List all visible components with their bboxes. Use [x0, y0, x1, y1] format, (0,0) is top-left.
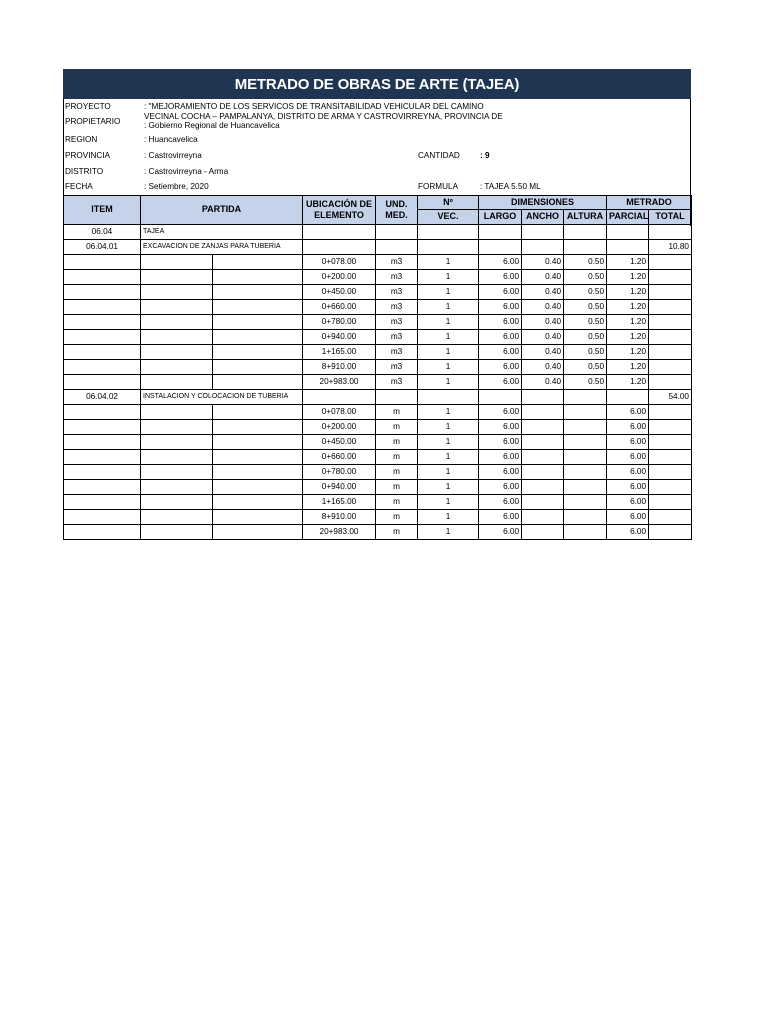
cell-vec: 1 [418, 344, 479, 359]
cell-altura: 0.50 [564, 344, 607, 359]
cell-partida [141, 359, 213, 374]
cell-largo: 6.00 [479, 509, 522, 524]
cell-largo [479, 239, 522, 254]
cell-partida: TAJEA [141, 224, 213, 239]
cell-ubicacion: 8+910.00 [303, 509, 376, 524]
cell-altura [564, 479, 607, 494]
cell-und: m [376, 479, 418, 494]
cell-parcial [607, 239, 649, 254]
cell-total [649, 464, 692, 479]
cell-item [64, 434, 141, 449]
cell-partida [141, 509, 213, 524]
cell-partida-spacer [213, 494, 303, 509]
col-header-dimensiones: DIMENSIONES [479, 196, 607, 210]
cell-partida [141, 449, 213, 464]
cell-ancho [522, 464, 564, 479]
cell-partida [141, 329, 213, 344]
cell-vec: 1 [418, 449, 479, 464]
cell-partida-spacer [213, 509, 303, 524]
cell-item [64, 374, 141, 389]
cell-ubicacion: 0+660.00 [303, 299, 376, 314]
cell-vec: 1 [418, 419, 479, 434]
cell-largo: 6.00 [479, 449, 522, 464]
table-row [64, 344, 692, 359]
cell-und [376, 224, 418, 239]
cell-total [649, 314, 692, 329]
cell-item [64, 449, 141, 464]
cell-largo: 6.00 [479, 314, 522, 329]
cell-total [649, 284, 692, 299]
table-row [64, 524, 692, 539]
cell-parcial: 6.00 [607, 404, 649, 419]
cell-partida [141, 269, 213, 284]
cell-partida-spacer [213, 434, 303, 449]
cell-item: 06.04.02 [64, 389, 141, 404]
cell-largo: 6.00 [479, 464, 522, 479]
ubicacion-line1: UBICACIÓN DE [305, 198, 372, 209]
cell-largo: 6.00 [479, 269, 522, 284]
cell-total [649, 434, 692, 449]
col-header-metrado: METRADO [607, 196, 692, 210]
cell-ubicacion: 0+940.00 [303, 479, 376, 494]
table-row [64, 329, 692, 344]
cell-altura: 0.50 [564, 284, 607, 299]
cell-total [649, 494, 692, 509]
cell-largo: 6.00 [479, 434, 522, 449]
cell-vec: 1 [418, 524, 479, 539]
cell-altura: 0.50 [564, 314, 607, 329]
cell-ubicacion: 20+983.00 [303, 374, 376, 389]
cell-ancho: 0.40 [522, 329, 564, 344]
fecha-label: FECHA [65, 182, 93, 191]
cell-item: 06.04 [64, 224, 141, 239]
distrito-value: : Castrovirreyna - Arma [144, 167, 229, 176]
cell-ubicacion: 0+780.00 [303, 464, 376, 479]
cell-total [649, 299, 692, 314]
und-line1: UND. [385, 198, 408, 209]
cell-und: m [376, 419, 418, 434]
cell-vec: 1 [418, 299, 479, 314]
cell-parcial: 6.00 [607, 449, 649, 464]
propietario-value: : Gobierno Regional de Huancavelica [144, 121, 280, 130]
cell-total [649, 344, 692, 359]
cell-ubicacion: 0+450.00 [303, 434, 376, 449]
cell-ancho [522, 224, 564, 239]
cell-partida [141, 404, 213, 419]
formula-label: FORMULA [418, 182, 459, 191]
cell-und [376, 389, 418, 404]
table-row [64, 374, 692, 389]
cell-vec [418, 389, 479, 404]
cell-ancho [522, 434, 564, 449]
cell-partida: EXCAVACION DE ZANJAS PARA TUBERIA [141, 239, 213, 254]
cell-altura [564, 449, 607, 464]
cell-vec: 1 [418, 284, 479, 299]
cell-partida [141, 254, 213, 269]
cell-partida-spacer [213, 479, 303, 494]
cell-total [649, 479, 692, 494]
cell-ancho: 0.40 [522, 359, 564, 374]
col-header-ancho: ANCHO [522, 210, 564, 224]
cell-parcial: 6.00 [607, 479, 649, 494]
cell-vec: 1 [418, 464, 479, 479]
cell-vec [418, 224, 479, 239]
cell-altura: 0.50 [564, 374, 607, 389]
cell-ubicacion [303, 239, 376, 254]
cell-und: m [376, 494, 418, 509]
cell-altura: 0.50 [564, 299, 607, 314]
provincia-label: PROVINCIA [65, 151, 111, 160]
cell-parcial: 1.20 [607, 269, 649, 284]
cell-item [64, 509, 141, 524]
cell-vec: 1 [418, 479, 479, 494]
cell-parcial: 1.20 [607, 314, 649, 329]
cell-parcial: 6.00 [607, 494, 649, 509]
cell-partida-spacer [213, 269, 303, 284]
und-line2: MED. [385, 209, 408, 220]
cell-item [64, 479, 141, 494]
table-row [64, 464, 692, 479]
cell-und: m3 [376, 269, 418, 284]
cell-ancho [522, 479, 564, 494]
cell-vec: 1 [418, 404, 479, 419]
cell-altura [564, 434, 607, 449]
cell-item: 06.04.01 [64, 239, 141, 254]
col-header-vec: VEC. [418, 210, 479, 224]
cell-ancho [522, 494, 564, 509]
cell-altura [564, 389, 607, 404]
cell-altura [564, 404, 607, 419]
table-row [64, 449, 692, 464]
fecha-value: : Setiembre, 2020 [144, 182, 209, 191]
sheet-title: METRADO DE OBRAS DE ARTE (TAJEA) [63, 69, 691, 99]
cell-partida [141, 434, 213, 449]
cell-total [649, 374, 692, 389]
cell-ancho [522, 509, 564, 524]
col-header-altura: ALTURA [564, 210, 607, 224]
cell-vec: 1 [418, 314, 479, 329]
cell-ubicacion: 0+660.00 [303, 449, 376, 464]
cell-partida-spacer [213, 449, 303, 464]
table-row [64, 254, 692, 269]
cell-largo [479, 389, 522, 404]
cell-vec: 1 [418, 494, 479, 509]
cell-parcial: 1.20 [607, 344, 649, 359]
table-row [64, 284, 692, 299]
cell-ubicacion: 0+200.00 [303, 269, 376, 284]
cell-partida-spacer [213, 524, 303, 539]
cell-vec: 1 [418, 434, 479, 449]
cell-vec: 1 [418, 359, 479, 374]
cell-ancho: 0.40 [522, 314, 564, 329]
cell-partida-spacer [213, 284, 303, 299]
cell-partida-spacer [213, 359, 303, 374]
cell-total: 10.80 [649, 239, 692, 254]
cell-und: m3 [376, 344, 418, 359]
cell-und: m [376, 524, 418, 539]
cell-parcial: 6.00 [607, 464, 649, 479]
table-row [64, 494, 692, 509]
cell-ubicacion: 0+078.00 [303, 404, 376, 419]
cell-partida [141, 464, 213, 479]
cell-altura: 0.50 [564, 359, 607, 374]
formula-value: : TAJEA 5.50 ML [480, 182, 541, 191]
table-row [64, 389, 692, 404]
cell-altura [564, 464, 607, 479]
cell-partida-spacer [213, 329, 303, 344]
cell-vec [418, 239, 479, 254]
cell-und: m3 [376, 314, 418, 329]
table-body [64, 224, 692, 539]
cell-parcial: 1.20 [607, 374, 649, 389]
col-header-item: ITEM [64, 196, 141, 225]
cell-ancho [522, 404, 564, 419]
proyecto-label: PROYECTO [65, 102, 111, 111]
cell-total [649, 329, 692, 344]
cell-und: m3 [376, 254, 418, 269]
cell-parcial: 6.00 [607, 434, 649, 449]
cell-item [64, 404, 141, 419]
cell-partida [141, 494, 213, 509]
cell-altura: 0.50 [564, 254, 607, 269]
cell-largo: 6.00 [479, 299, 522, 314]
cell-total [649, 359, 692, 374]
cell-und: m3 [376, 284, 418, 299]
cell-vec: 1 [418, 509, 479, 524]
cell-total [649, 224, 692, 239]
cell-total [649, 254, 692, 269]
cell-total [649, 269, 692, 284]
cell-und: m3 [376, 359, 418, 374]
cell-ubicacion: 20+983.00 [303, 524, 376, 539]
cell-ancho [522, 419, 564, 434]
cell-partida-spacer [213, 314, 303, 329]
cell-total [649, 449, 692, 464]
cell-largo: 6.00 [479, 494, 522, 509]
cell-ancho [522, 239, 564, 254]
table-row [64, 404, 692, 419]
cell-altura: 0.50 [564, 329, 607, 344]
cell-parcial: 1.20 [607, 329, 649, 344]
cell-partida [141, 374, 213, 389]
cell-largo: 6.00 [479, 254, 522, 269]
cell-ubicacion [303, 389, 376, 404]
cell-ancho: 0.40 [522, 254, 564, 269]
table-row [64, 299, 692, 314]
cell-total [649, 419, 692, 434]
cell-total: 54.00 [649, 389, 692, 404]
cell-ubicacion: 0+078.00 [303, 254, 376, 269]
cell-item [64, 494, 141, 509]
cell-ubicacion: 1+165.00 [303, 344, 376, 359]
cell-partida-spacer [213, 299, 303, 314]
cell-parcial: 6.00 [607, 524, 649, 539]
cell-parcial: 6.00 [607, 419, 649, 434]
cell-item [64, 464, 141, 479]
cell-vec: 1 [418, 374, 479, 389]
cell-ancho: 0.40 [522, 299, 564, 314]
table-row [64, 359, 692, 374]
cell-und: m [376, 509, 418, 524]
cell-ancho [522, 524, 564, 539]
cell-vec: 1 [418, 269, 479, 284]
cell-partida [141, 344, 213, 359]
cell-ubicacion: 8+910.00 [303, 359, 376, 374]
cell-und: m3 [376, 374, 418, 389]
cell-partida [141, 299, 213, 314]
cell-largo: 6.00 [479, 329, 522, 344]
cell-largo: 6.00 [479, 344, 522, 359]
cell-ubicacion: 0+450.00 [303, 284, 376, 299]
cell-ancho: 0.40 [522, 284, 564, 299]
cell-partida [141, 479, 213, 494]
table-row [64, 509, 692, 524]
table-row [64, 239, 692, 254]
cell-parcial: 1.20 [607, 254, 649, 269]
cell-item [64, 314, 141, 329]
cell-item [64, 359, 141, 374]
cell-parcial: 1.20 [607, 284, 649, 299]
provincia-value: : Castrovirreyna [144, 151, 202, 160]
cell-parcial [607, 224, 649, 239]
cell-largo: 6.00 [479, 284, 522, 299]
cell-largo: 6.00 [479, 374, 522, 389]
cell-vec: 1 [418, 254, 479, 269]
cell-altura [564, 494, 607, 509]
cell-ubicacion: 1+165.00 [303, 494, 376, 509]
cell-largo [479, 224, 522, 239]
cell-largo: 6.00 [479, 359, 522, 374]
cell-ancho: 0.40 [522, 269, 564, 284]
col-header-largo: LARGO [479, 210, 522, 224]
cell-item [64, 344, 141, 359]
cell-altura [564, 419, 607, 434]
cell-partida-spacer [213, 344, 303, 359]
cell-partida-spacer [213, 404, 303, 419]
cell-vec: 1 [418, 329, 479, 344]
cell-partida-spacer [213, 254, 303, 269]
metrado-table [63, 195, 692, 540]
cell-und [376, 239, 418, 254]
cell-und: m3 [376, 299, 418, 314]
table-row [64, 314, 692, 329]
cell-und: m [376, 464, 418, 479]
region-label: REGION [65, 135, 98, 144]
ubicacion-line2: ELEMENTO [314, 209, 364, 220]
cell-partida-spacer [213, 419, 303, 434]
cell-und: m [376, 434, 418, 449]
cell-partida [141, 419, 213, 434]
cell-item [64, 254, 141, 269]
cell-ancho [522, 449, 564, 464]
cell-parcial: 1.20 [607, 299, 649, 314]
cell-ubicacion [303, 224, 376, 239]
cell-item [64, 329, 141, 344]
cell-largo: 6.00 [479, 419, 522, 434]
cell-total [649, 509, 692, 524]
cell-item [64, 524, 141, 539]
table-row [64, 224, 692, 239]
cell-largo: 6.00 [479, 479, 522, 494]
cell-item [64, 284, 141, 299]
cell-altura [564, 224, 607, 239]
cell-altura: 0.50 [564, 269, 607, 284]
cell-partida-spacer [213, 464, 303, 479]
proyecto-value-line1: : "MEJORAMIENTO DE LOS SERVICOS DE TRANSITABILIDAD VEHICULAR DEL CAMINO [144, 102, 484, 111]
col-header-parcial: PARCIAL [607, 210, 649, 224]
table-row [64, 479, 692, 494]
cell-item [64, 419, 141, 434]
table-row [64, 269, 692, 284]
cell-partida [141, 284, 213, 299]
col-header-n: Nº [418, 196, 479, 210]
region-value: : Huancavelica [144, 135, 198, 144]
cell-item [64, 269, 141, 284]
cell-ubicacion: 0+200.00 [303, 419, 376, 434]
cell-largo: 6.00 [479, 404, 522, 419]
proyecto-value-line2: VECINAL COCHA – PAMPALANYA, DISTRITO DE ARMA Y CASTROVIRREYNA, PROVINCIA DE [144, 112, 503, 121]
cell-ancho: 0.40 [522, 344, 564, 359]
table-row [64, 419, 692, 434]
cell-altura [564, 524, 607, 539]
distrito-label: DISTRITO [65, 167, 104, 176]
cell-ubicacion: 0+940.00 [303, 329, 376, 344]
table-row [64, 434, 692, 449]
cell-parcial: 6.00 [607, 509, 649, 524]
cell-partida-spacer [213, 224, 303, 239]
project-info [63, 99, 691, 226]
cantidad-value: : 9 [480, 151, 490, 160]
cell-altura [564, 509, 607, 524]
cell-total [649, 524, 692, 539]
cell-und: m [376, 449, 418, 464]
col-header-total: TOTAL [649, 210, 692, 224]
cell-ubicacion: 0+780.00 [303, 314, 376, 329]
cell-largo: 6.00 [479, 524, 522, 539]
cell-altura [564, 239, 607, 254]
cantidad-label: CANTIDAD [418, 151, 460, 160]
cell-partida: INSTALACION Y COLOCACION DE TUBERIA [141, 389, 213, 404]
cell-parcial: 1.20 [607, 359, 649, 374]
cell-partida [141, 524, 213, 539]
cell-parcial [607, 389, 649, 404]
cell-und: m [376, 404, 418, 419]
col-header-partida: PARTIDA [141, 196, 303, 225]
cell-partida [141, 314, 213, 329]
cell-ancho [522, 389, 564, 404]
cell-total [649, 404, 692, 419]
metrado-sheet [63, 69, 691, 540]
cell-und: m3 [376, 329, 418, 344]
cell-ancho: 0.40 [522, 374, 564, 389]
cell-item [64, 299, 141, 314]
cell-partida-spacer [213, 374, 303, 389]
propietario-label: PROPIETARIO [65, 117, 121, 126]
